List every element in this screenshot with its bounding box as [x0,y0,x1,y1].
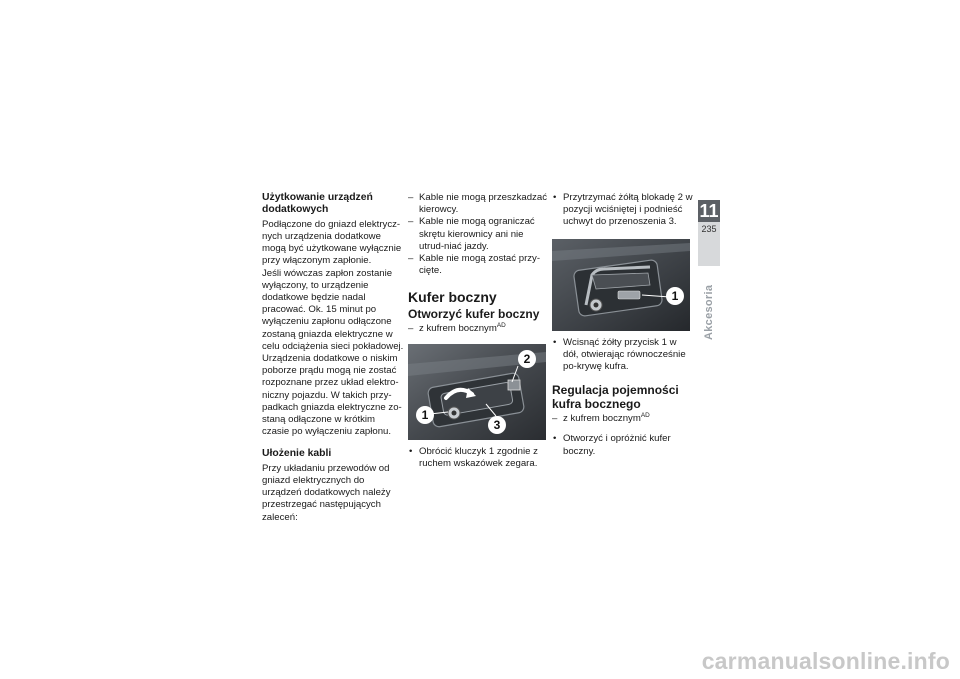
column-right [552,192,694,458]
heading-accessory-use: Użytkowanie urządzeń dodatkowych [262,192,373,216]
chapter-tab [698,200,720,266]
page-number: 235 [701,224,717,234]
dash-item: – Kable nie mogą ograniczać skrętu kierownicy ani nie utrud-niać jazdy. [408,216,550,253]
subsection-title-capacity: Regulacja pojemności kufra bocznego [552,383,679,412]
chapter-number: 11 [699,201,719,221]
callout-label: 1 [416,406,434,424]
column-middle [408,192,550,470]
bullet-open-empty: • Otworzyć i opróżnić kufer boczny. [552,433,694,457]
photo-case-handle [552,239,690,331]
bullet-turn-key: • Obrócić kluczyk 1 zgodnie z ruchem wskazówek zegara. [408,446,550,470]
watermark: carmanualsonline.info [701,648,950,674]
callout-label: 2 [518,350,536,368]
paragraph-sockets: Podłączone do gniazd elektrycz-nych urządzenia dodatkowe mogą być użytkowane wyłącznie przy włączonym zapłonie. [262,218,402,267]
condition-text: z kufrem bocznym [563,413,641,425]
paragraph-ignition: Jeśli wówczas zapłon zostanie wyłączony, to urządzenie dodatkowe będzie nadal pracować. Ok. 15 minut po wyłączeniu zapłonu odłączone zostaną gniazda elektryczne w celu odciążenia sieci pokładowej. Urządzenia dodatkowe o niskim poborze prądu mogą nie zostać rozpoznane przez układ elektro-niczny pojazdu. W takich przy-padkach gniazda elektryczne zo-staną odłączone w krótkim czasie po wyłączeniu zapłonu. [262,267,404,438]
bullet-press-button: • Wcisnąć żółty przycisk 1 w dół, otwierając równocześnie po-krywę kufra. [552,337,694,374]
section-title-side-case: Kufer boczny [408,289,497,306]
condition-sup: AD [496,322,506,330]
condition-note [552,413,694,425]
condition-sup: AD [640,412,650,420]
condition-text: z kufrem bocznym [419,323,497,335]
callout-label: 3 [488,416,506,434]
bullet-hold-latch: • Przytrzymać żółtą blokadę 2 w pozycji wciśniętej i podnieść uchwyt do przenoszenia 3. [552,192,694,229]
condition-note [408,323,550,335]
photo-case-handle-drawing [552,239,690,331]
column-left [262,192,404,524]
heading-cable-routing: Ułożenie kabli [262,448,332,460]
dash-item: – Kable nie mogą przeszkadzać kierowcy. [408,192,550,216]
subsection-title-open-case: Otworzyć kufer boczny [408,307,540,322]
photo-case-lock [408,344,546,440]
callout-label: 1 [666,287,684,305]
chapter-side-label: Akcesoria [703,284,715,340]
dash-item: – Kable nie mogą zostać przy-cięte. [408,253,550,277]
paragraph-cable-advice: Przy układaniu przewodów od gniazd elektrycznych do urządzeń dodatkowych należy przestrzegać następujących zaleceń: [262,462,391,523]
